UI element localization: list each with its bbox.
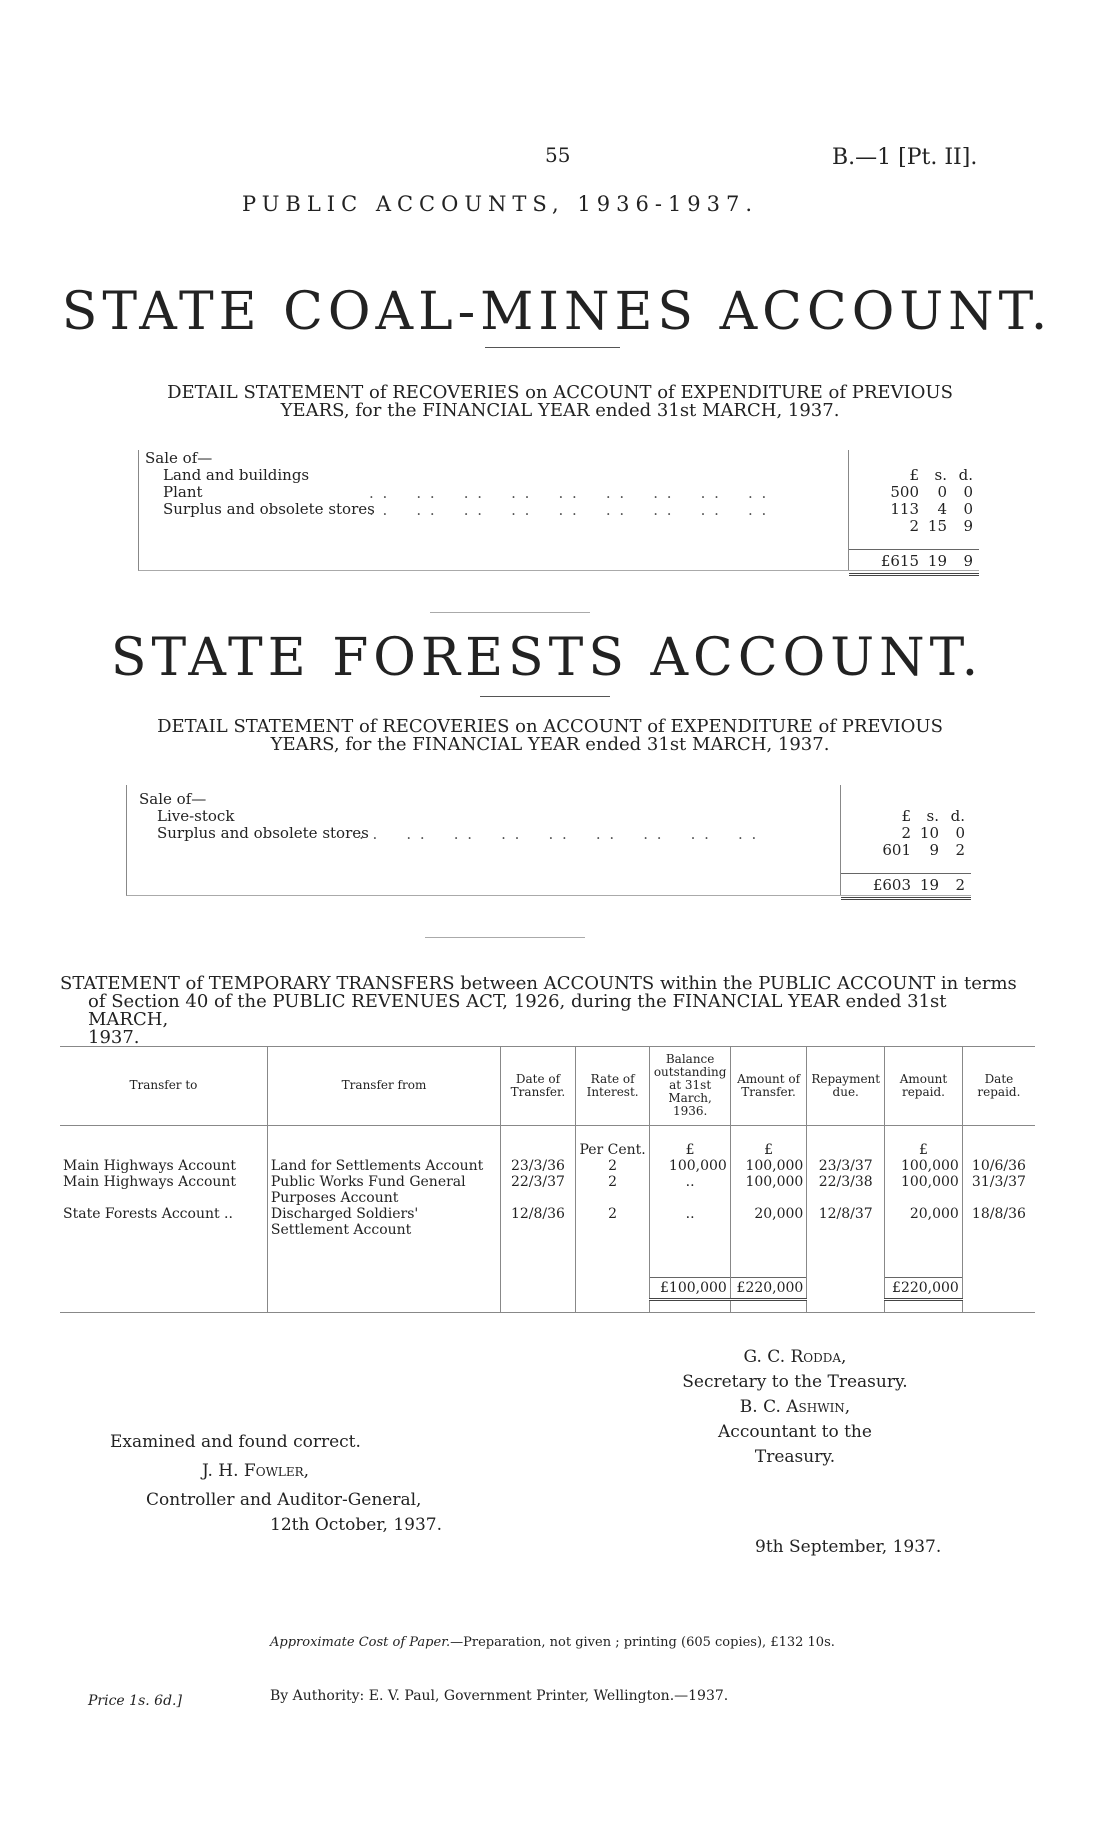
amount-pence: 0 bbox=[963, 500, 973, 518]
col-transfer-from: Transfer from bbox=[267, 1047, 500, 1125]
col-balance-outstanding: Balance outstanding at 31st March, 1936. bbox=[650, 1047, 730, 1125]
amount-shillings: 4 bbox=[937, 500, 947, 518]
pence-header: d. bbox=[950, 807, 965, 825]
cell-date: 12/8/36 bbox=[501, 1206, 576, 1238]
coal-detail-line2: YEARS, for the FINANCIAL YEAR ended 31st MARCH, 1937. bbox=[280, 400, 840, 421]
col-repayment-due: Repayment due. bbox=[807, 1047, 885, 1125]
amount-pence: 0 bbox=[963, 483, 973, 501]
amount-pence: 0 bbox=[955, 824, 965, 842]
coal-item-label: Land and buildings bbox=[163, 466, 310, 484]
forests-money-header bbox=[841, 808, 971, 825]
total-pounds: £615 bbox=[880, 552, 919, 570]
table-row bbox=[60, 1206, 1035, 1238]
amount-pence: 2 bbox=[955, 841, 965, 859]
amount-pounds: 500 bbox=[890, 483, 919, 501]
col-amount-repaid: Amount repaid. bbox=[885, 1047, 963, 1125]
forests-item-label: Live-stock bbox=[157, 807, 235, 825]
cell-balance: .. bbox=[650, 1174, 730, 1206]
coal-money-header bbox=[849, 467, 979, 484]
cell-date-repaid: 10/6/36 bbox=[962, 1158, 1035, 1174]
forests-total-row bbox=[841, 873, 971, 900]
units-row bbox=[60, 1125, 1035, 1158]
cell-amount: 100,000 bbox=[730, 1174, 807, 1206]
transfers-table bbox=[60, 1047, 1035, 1312]
cell-date-repaid: 31/3/37 bbox=[962, 1174, 1035, 1206]
total-pence: 2 bbox=[955, 876, 965, 894]
total-balance: £100,000 bbox=[650, 1278, 730, 1300]
amount-pounds: 113 bbox=[890, 500, 919, 518]
total-repaid: £220,000 bbox=[885, 1278, 963, 1300]
total-pounds: £603 bbox=[872, 876, 911, 894]
cell-date: 22/3/37 bbox=[501, 1174, 576, 1206]
forests-title: STATE FORESTS ACCOUNT. bbox=[110, 628, 984, 688]
amount-pence: 9 bbox=[963, 517, 973, 535]
section-divider bbox=[425, 937, 585, 938]
cell-transfer-from: Public Works Fund General Purposes Account bbox=[267, 1174, 500, 1206]
price: Price 1s. 6d.] bbox=[88, 1693, 182, 1709]
amount-shillings: 9 bbox=[929, 841, 939, 859]
pence-header: d. bbox=[958, 466, 973, 484]
rodda-name: G. C. Rodda, bbox=[743, 1347, 847, 1367]
total-amount: £220,000 bbox=[730, 1278, 807, 1300]
fowler-name: J. H. Fowler, bbox=[202, 1461, 310, 1481]
forests-amount-row bbox=[841, 842, 971, 859]
cell-repaid: 20,000 bbox=[885, 1206, 963, 1238]
transfers-heading-line2: of Section 40 of the PUBLIC REVENUES ACT, 1926, during the FINANCIAL YEAR ended 31st MARCH, bbox=[88, 991, 947, 1030]
pounds-header: £ bbox=[901, 807, 911, 825]
cell-amount: 20,000 bbox=[730, 1206, 807, 1238]
amount-pounds: 2 bbox=[909, 517, 919, 535]
document-reference: B.—1 [Pt. II]. bbox=[832, 145, 978, 170]
amount-shillings: 15 bbox=[927, 517, 947, 535]
forests-money-column bbox=[840, 785, 971, 895]
transfers-header-row bbox=[60, 1047, 1035, 1125]
section-divider bbox=[430, 612, 590, 613]
transfers-table-wrapper bbox=[60, 1046, 1035, 1313]
unit-balance: £ bbox=[650, 1125, 730, 1158]
transfers-heading-line1: STATEMENT of TEMPORARY TRANSFERS between ACCOUNTS within the PUBLIC ACCOUNT in terms bbox=[60, 973, 1017, 994]
table-row bbox=[60, 1174, 1035, 1206]
treasury-date: 9th September, 1937. bbox=[755, 1537, 942, 1557]
forests-detail-line2: YEARS, for the FINANCIAL YEAR ended 31st MARCH, 1937. bbox=[270, 734, 830, 755]
ashwin-name: B. C. Ashwin, bbox=[739, 1397, 851, 1417]
cell-date-repaid: 18/8/36 bbox=[962, 1206, 1035, 1238]
cost-of-paper bbox=[270, 1635, 835, 1650]
coal-amount-row bbox=[849, 518, 979, 535]
examined-text: Examined and found correct. bbox=[110, 1432, 361, 1452]
coal-group-label: Sale of— bbox=[145, 449, 213, 467]
forests-title-rule bbox=[480, 696, 610, 697]
unit-rate: Per Cent. bbox=[575, 1125, 650, 1158]
cell-transfer-to: Main Highways Account bbox=[63, 1173, 237, 1190]
page-number: 55 bbox=[545, 143, 571, 167]
coal-item-label: Plant bbox=[163, 483, 203, 501]
unit-repaid: £ bbox=[885, 1125, 963, 1158]
spacer-row bbox=[60, 1238, 1035, 1278]
cell-transfer-to: Main Highways Account bbox=[63, 1157, 237, 1174]
running-header: PUBLIC ACCOUNTS, 1936-1937. bbox=[241, 192, 759, 216]
pounds-header: £ bbox=[909, 466, 919, 484]
amount-pounds: 601 bbox=[882, 841, 911, 859]
auditor-signature bbox=[110, 1430, 470, 1538]
coal-money-column bbox=[848, 450, 979, 570]
coal-detail-heading bbox=[130, 384, 990, 420]
col-amount-of-transfer: Amount of Transfer. bbox=[730, 1047, 807, 1125]
cell-rate: 2 bbox=[575, 1158, 650, 1174]
col-transfer-to: Transfer to bbox=[60, 1047, 267, 1125]
cell-amount: 100,000 bbox=[730, 1158, 807, 1174]
fowler-date: 12th October, 1937. bbox=[270, 1515, 443, 1535]
total-shillings: 19 bbox=[919, 876, 939, 894]
cost-text: —Preparation, not given ; printing (605 copies), £132 10s. bbox=[450, 1635, 835, 1650]
cell-repaid: 100,000 bbox=[885, 1174, 963, 1206]
forests-item-label: Surplus and obsolete stores bbox=[157, 824, 369, 842]
coal-total-row bbox=[849, 549, 979, 576]
cost-label: Approximate Cost of Paper. bbox=[270, 1635, 451, 1650]
cell-due: 22/3/38 bbox=[807, 1174, 885, 1206]
cell-rate: 2 bbox=[575, 1206, 650, 1238]
shillings-header: s. bbox=[934, 466, 947, 484]
cell-transfer-from: Land for Settlements Account bbox=[267, 1158, 500, 1174]
col-date-repaid: Date repaid. bbox=[962, 1047, 1035, 1125]
cell-due: 23/3/37 bbox=[807, 1158, 885, 1174]
transfers-heading-line3: 1937. bbox=[88, 1027, 140, 1048]
cell-balance: .. bbox=[650, 1206, 730, 1238]
forests-detail-line1: DETAIL STATEMENT of RECOVERIES on ACCOUNT of EXPENDITURE of PREVIOUS bbox=[157, 716, 943, 737]
table-row bbox=[60, 1158, 1035, 1174]
cell-transfer-from: Discharged Soldiers' Settlement Account bbox=[267, 1206, 500, 1238]
cell-due: 12/8/37 bbox=[807, 1206, 885, 1238]
coal-amount-row bbox=[849, 501, 979, 518]
cell-transfer-to: State Forests Account .. bbox=[63, 1205, 233, 1222]
treasury-signatures bbox=[680, 1345, 910, 1470]
unit-amount: £ bbox=[730, 1125, 807, 1158]
cell-repaid: 100,000 bbox=[885, 1158, 963, 1174]
amount-shillings: 0 bbox=[937, 483, 947, 501]
amount-pounds: 2 bbox=[901, 824, 911, 842]
fowler-title: Controller and Auditor-General, bbox=[146, 1490, 422, 1510]
coal-recoveries-table: Sale of— Land and buildings Plant Surplus and obsolete stores . . . . . . . . . . . . . . . . . . . . . . . . . . . . . . . . . . . . £ s. d. 500 0 0 113 4 0 2 15 9 £615 19 9 bbox=[138, 450, 979, 571]
col-rate-of-interest: Rate of Interest. bbox=[575, 1047, 650, 1125]
coal-detail-line1: DETAIL STATEMENT of RECOVERIES on ACCOUNT of EXPENDITURE of PREVIOUS bbox=[167, 382, 953, 403]
total-pence: 9 bbox=[963, 552, 973, 570]
rodda-title: Secretary to the Treasury. bbox=[682, 1372, 908, 1392]
coal-title-rule bbox=[485, 347, 620, 348]
forests-group-label: Sale of— bbox=[139, 790, 207, 808]
coal-amount-row bbox=[849, 484, 979, 501]
cell-rate: 2 bbox=[575, 1174, 650, 1206]
coal-title: STATE COAL-MINES ACCOUNT. bbox=[61, 282, 1053, 342]
transfers-heading bbox=[60, 975, 1030, 1047]
total-shillings: 19 bbox=[927, 552, 947, 570]
shillings-header: s. bbox=[926, 807, 939, 825]
forests-recoveries-table: Sale of— Live-stock Surplus and obsolete stores . . . . . . . . . . . . . . . . . . £ s. d. 2 10 0 601 9 2 £603 19 2 bbox=[126, 785, 971, 896]
ashwin-title: Accountant to the Treasury. bbox=[718, 1422, 872, 1467]
amount-shillings: 10 bbox=[919, 824, 939, 842]
forests-detail-heading bbox=[120, 718, 980, 754]
forests-amount-row bbox=[841, 825, 971, 842]
totals-row bbox=[60, 1278, 1035, 1300]
coal-item-label: Surplus and obsolete stores bbox=[163, 500, 375, 518]
printer-authority: By Authority: E. V. Paul, Government Printer, Wellington.—1937. bbox=[270, 1688, 729, 1704]
cell-balance: 100,000 bbox=[650, 1158, 730, 1174]
cell-date: 23/3/36 bbox=[501, 1158, 576, 1174]
col-date-of-transfer: Date of Transfer. bbox=[501, 1047, 576, 1125]
